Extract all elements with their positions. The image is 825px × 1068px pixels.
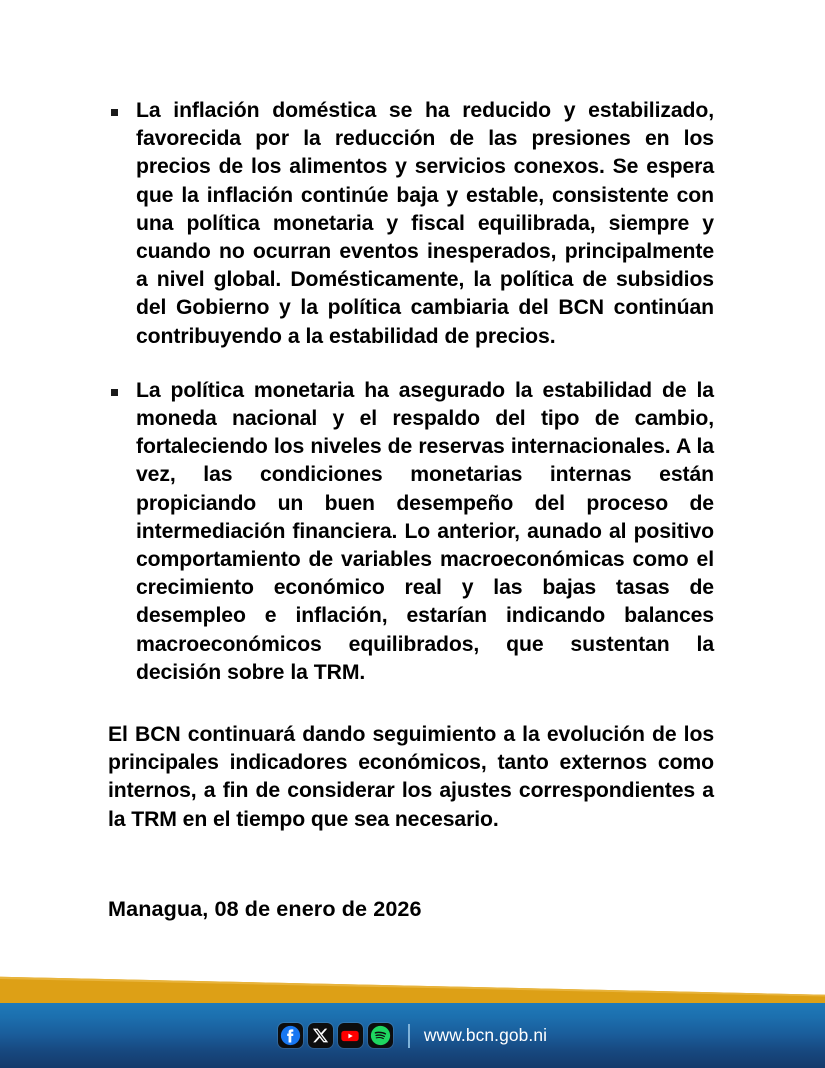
dateline: Managua, 08 de enero de 2026 [108,895,422,921]
x-twitter-icon[interactable] [308,1023,333,1048]
footer-content [0,1019,825,1052]
facebook-icon[interactable] [278,1023,303,1048]
paragraph-text: La política monetaria ha asegurado la estabilidad de la moneda nacional y el respaldo del tipo de cambio, fortaleciendo los niveles de reservas internacionales. A la vez, las condiciones monetarias internas están propiciando un buen desempeño del proceso de intermediación financiera. Lo anterior, aunado al positivo comportamiento de variables macroeconómicas como el crecimiento económico real y las bajas tasas de desempleo e inflación, estarían indicando balances macroeconómicos equilibrados, que sustentan la decisión sobre la TRM. [136,378,714,684]
footer-divider [408,1024,410,1048]
bullet-paragraph-2 [108,377,714,687]
closing-paragraph: El BCN continuará dando seguimiento a la evolución de los principales indicadores económicos, tanto externos como internos, a fin de considerar los ajustes correspondientes a la TRM en el tiempo que sea necesario. [108,723,714,831]
square-bullet-icon [111,389,118,396]
spotify-icon[interactable] [368,1023,393,1048]
square-bullet-icon [111,109,118,116]
document-body [108,97,714,922]
bullet-paragraph-1 [108,97,714,351]
youtube-icon[interactable] [338,1023,363,1048]
website-url[interactable]: www.bcn.gob.ni [423,1025,548,1045]
paragraph-text: La inflación doméstica se ha reducido y estabilizado, favorecida por la reducción de las presiones en los precios de los alimentos y servicios conexos. Se espera que la inflación continúe baja y estable, consistente con una política monetaria y fiscal equilibrada, siempre y cuando no ocurran eventos inesperados, principalmente a nivel global. Domésticamente, la política de subsidios del Gobierno y la política cambiaria del BCN continúan contribuyendo a la estabilidad de precios. [136,99,714,348]
social-links [278,1023,393,1048]
